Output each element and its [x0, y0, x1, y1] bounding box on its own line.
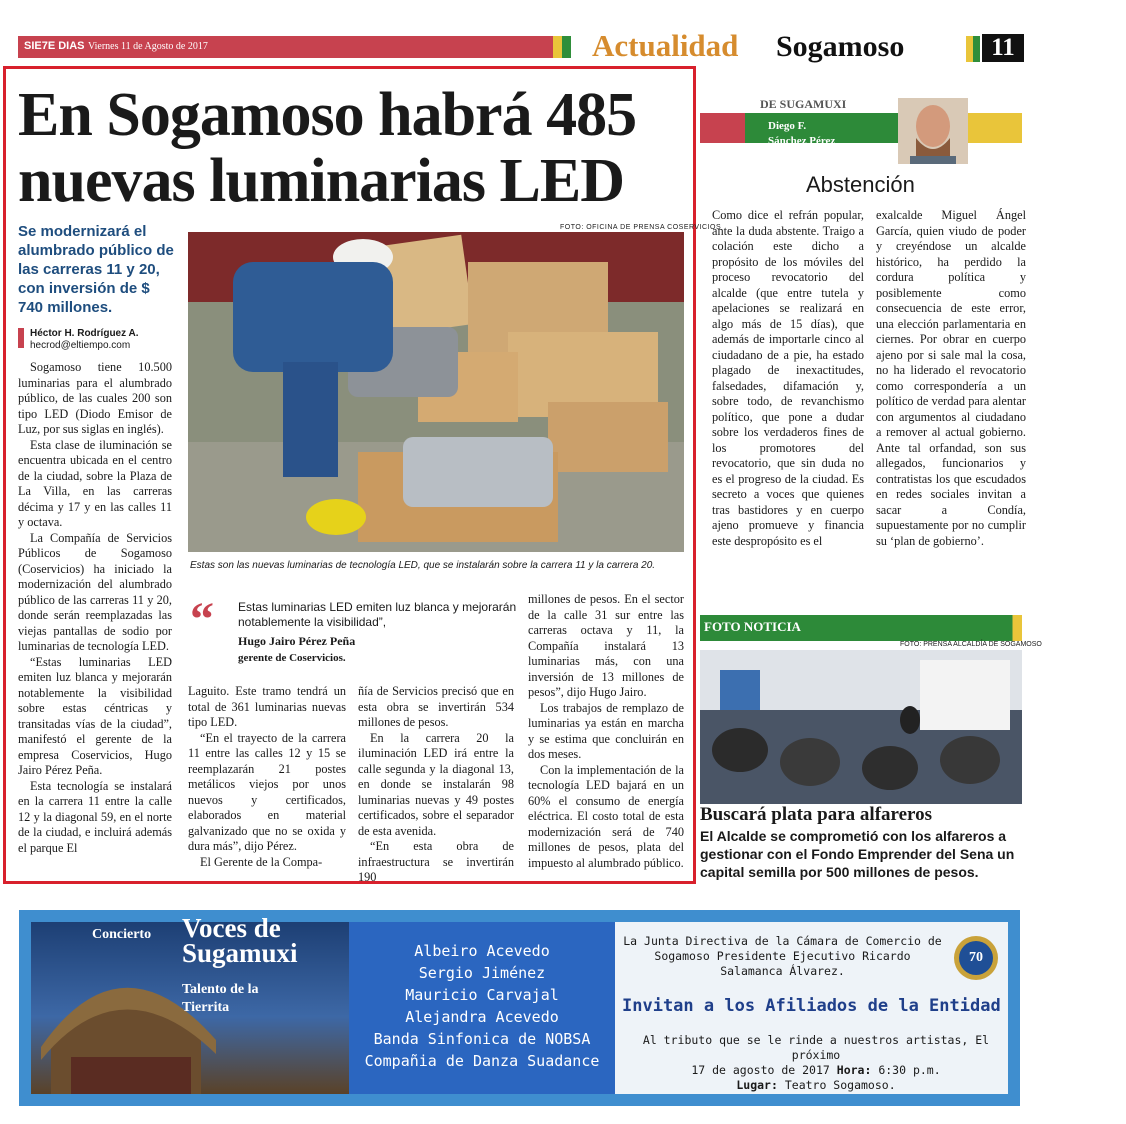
performer: Alejandra Acevedo — [405, 1008, 559, 1026]
quote-mark-icon: “ — [190, 593, 214, 646]
performer: Sergio Jiménez — [418, 964, 546, 982]
performer: Compañia de Danza Suadance — [364, 1052, 600, 1070]
quote-role: gerente de Coservicios. — [238, 652, 346, 664]
ad-hora-label: Hora: — [836, 1063, 872, 1077]
paragraph: En la carrera 20 la iluminación LED irá entre la calle segunda y la diagonal 13, en donde se instalarán 98 luminarias nuevas y 49 postes certificados, sobre el separador de esta avenida. — [358, 730, 514, 838]
performer: Albeiro Acevedo — [414, 942, 550, 960]
article-photo — [188, 232, 684, 552]
article-headline: En Sogamoso habrá 485 nuevas luminarias LED — [18, 81, 637, 215]
page-number-stripe — [966, 36, 980, 62]
column-text-right: exalcalde Miguel Ángel García, quien viudo de poder y creyéndose un alcalde histórico, ha perdido la cordura política y posiblemente como consecuencia de este error, una elección parlamentaria en ciernes. Por obrar en cuerpo ajeno por si sale mal la cosa, no ha liderado el revocatorio como correspondería a un político de verdad para alentar con argumentos al ciudadano a remover al actual gobierno. Ante tal orfandad, son sus allegados, funcionarios y contratistas los que escudados en redes sociales invitan a sacar a Condía, supuestamente por no cumplir su ‘plan de gobierno’. — [876, 208, 1026, 548]
ad-title-line-2: Sugamuxi — [182, 938, 298, 968]
foto-noticia-text: El Alcalde se comprometió con los alfareros a gestionar con el Fondo Emprender del Sena un capital semilla por 500 millones de pesos. — [700, 828, 1015, 880]
ad-concierto-label: Concierto — [92, 927, 152, 942]
column-author-name: Diego F. — [768, 120, 807, 132]
ad-junta-line: La Junta Directiva de la Cámara de Comercio de — [623, 934, 942, 948]
paragraph: Sogamoso tiene 10.500 luminarias para el alumbrado público, de las cuales 200 son tipo LED (Diodo Emisor de Luz, por sus siglas en inglés). — [18, 360, 172, 436]
paragraph: El Gerente de la Compa- — [200, 854, 323, 869]
paragraph: “Estas luminarias LED emiten luz blanca y mejorarán notablemente la visibilidad sobre estas céntricas y transitadas vías de la ciudad”, manifestó el gerente de la empresa Coservicios, Hugo Jairo Pérez Peña. — [18, 654, 172, 777]
author-marker — [18, 328, 24, 348]
ad-subtitle-line-1: Talento de la — [182, 982, 259, 997]
paragraph: Con la implementación de la tecnología LED bajará en un 60% el consumo de energía eléctrica. El costo total de esta modernización será de 740 millones de pesos, plata del impuesto al alumbrado público. — [528, 762, 684, 870]
anniversary-badge: 70 — [959, 941, 993, 975]
performer: Mauricio Carvajal — [405, 986, 559, 1004]
meeting-illustration — [700, 650, 1022, 804]
ad-title-line-1: Voces de — [182, 913, 281, 943]
paragraph: La Compañía de Servicios Públicos de Sogamoso (Coservicios) ha iniciado la modernización del alumbrado público de las carreras 11 y 20, donde serán reemplazadas las viejas pantallas de sodio por luminarias de tecnología LED. — [18, 530, 172, 653]
ad-tribute-line: Al tributo que se le rinde a nuestros artistas, El próximo — [642, 1033, 990, 1062]
paragraph: Esta tecnología se instalará en la carrera 11 entre la calle 12 y la diagonal 59, en el norte de la ciudad, e incluirá además el parque El — [18, 778, 172, 855]
ad-performers-list — [349, 940, 615, 1072]
foto-noticia-label: FOTO NOTICIA — [704, 619, 801, 634]
paragraph: “En esta obra de infraestructura se invertirán 190 — [358, 839, 514, 884]
quote-author: Hugo Jairo Pérez Peña — [238, 634, 356, 648]
ad-event-date: 17 de agosto de 2017 — [691, 1063, 830, 1077]
ad-junta-line: Salamanca Álvarez. — [720, 964, 845, 978]
anniversary-seal — [954, 936, 998, 980]
ad-subtitle-line-2: Tierrita — [182, 1000, 230, 1015]
paragraph: “En el trayecto de la carrera 11 entre las calles 12 y 15 se reemplazarán 21 postes metálicos viejos por unos nuevos y certificados, elaborados en material galvanizado que no se oxida y dura más”, dijo Pérez. — [188, 730, 346, 853]
section-name: Actualidad — [592, 28, 739, 63]
article-deck: Se modernizará el alumbrado público de las carreras 11 y 20, con inversión de $ 740 millones. — [18, 223, 174, 316]
article-column-4 — [528, 592, 684, 871]
pull-quote: Estas luminarias LED emiten luz blanca y mejorarán notablemente la visibilidad”, — [238, 600, 517, 629]
ad-junta-text — [620, 934, 945, 979]
ad-hora-value: 6:30 p.m. — [878, 1063, 941, 1077]
header-color-stripe — [553, 36, 571, 58]
ad-lugar-value: Teatro Sogamoso. — [784, 1078, 896, 1092]
article-column-2 — [188, 684, 346, 870]
article-author: Héctor H. Rodríguez A. — [30, 328, 139, 339]
column-text-left: Como dice el refrán popular, ante la duda abstente. Traigo a colación este dicho a propósito de los móviles del proceso revocatorio del alcalde (que entre tutela y apelaciones se realizará en algo más de 15 días), que además de importarle cinco al ciudadano de a pie, ha estado plagado de inexactitudes, falsedades, difamación y, sobre todo, de revanchismo político, que pone a dudar sobre los verdaderos fines de los promotores del revocatorio, que sin duda no es el progreso de la ciudad. Es secreto a voces que quienes tras bastidores y en cuerpo ajeno promueve y financia este despropósito es el — [712, 208, 864, 548]
photo-credit: FOTO: OFICINA DE PRENSA COSERVICIOS — [560, 224, 722, 231]
photo-caption: Estas son las nuevas luminarias de tecnología LED, que se instalarán sobre la carrera 11 y la carrera 20. — [190, 560, 656, 571]
foto-noticia-headline: Buscará plata para alfareros — [700, 804, 933, 825]
avatar — [898, 98, 968, 164]
article-column-1 — [18, 360, 172, 856]
brand-name: SIE7E DIAS — [24, 40, 85, 52]
foto-noticia-photo — [700, 650, 1022, 804]
column-title: Abstención — [806, 172, 915, 197]
section-city: Sogamoso — [776, 30, 905, 63]
ad-junta-line: Sogamoso Presidente Ejecutivo Ricardo — [654, 949, 911, 963]
column-author-strip — [700, 113, 1022, 143]
article-column-3 — [358, 684, 514, 886]
column-author-surname: Sánchez Pérez — [768, 135, 836, 147]
paragraph: Esta clase de iluminación se encuentra ubicada en el centro de la ciudad, sobre la Plaza de La Villa, en las carreras décima y 17 y en las calles 11 y octava. — [18, 437, 172, 529]
ad-tribute-line — [620, 1078, 1012, 1093]
paragraph: Laguito. Este tramo tendrá un total de 361 luminarias nuevas tipo LED. — [188, 684, 346, 729]
ad-tribute-line — [620, 1063, 1012, 1078]
paragraph: ñía de Servicios precisó que en esta obra se invertirán 534 millones de pesos. — [358, 684, 514, 729]
issue-date: Viernes 11 de Agosto de 2017 — [88, 41, 208, 52]
author-email: hecrod@eltiempo.com — [30, 340, 131, 351]
paragraph: Los trabajos de remplazo de luminarias ya están en marcha y se estima que concluirán en dos meses. — [528, 700, 684, 761]
columnist-photo — [898, 98, 968, 164]
ad-invite-line: Invitan a los Afiliados de la Entidad — [622, 996, 1001, 1016]
paragraph: millones de pesos. En el sector de la calle 31 sur entre las carreras octava y 11, la Compañía instalará 13 luminarias más, con una inversión de 13 millones de pesos”, dijo Hugo Jairo. — [528, 592, 684, 699]
page-number: 11 — [982, 34, 1024, 62]
ad-lugar-label: Lugar: — [736, 1078, 778, 1092]
performer: Banda Sinfonica de NOBSA — [373, 1030, 591, 1048]
ad-tribute-text — [620, 1033, 1012, 1093]
photo-illustration — [188, 232, 684, 552]
column-kicker: DE SUGAMUXI — [760, 97, 847, 111]
foto-noticia-credit: FOTO: PRENSA ALCALDÍA DE SOGAMOSO — [900, 641, 1042, 648]
